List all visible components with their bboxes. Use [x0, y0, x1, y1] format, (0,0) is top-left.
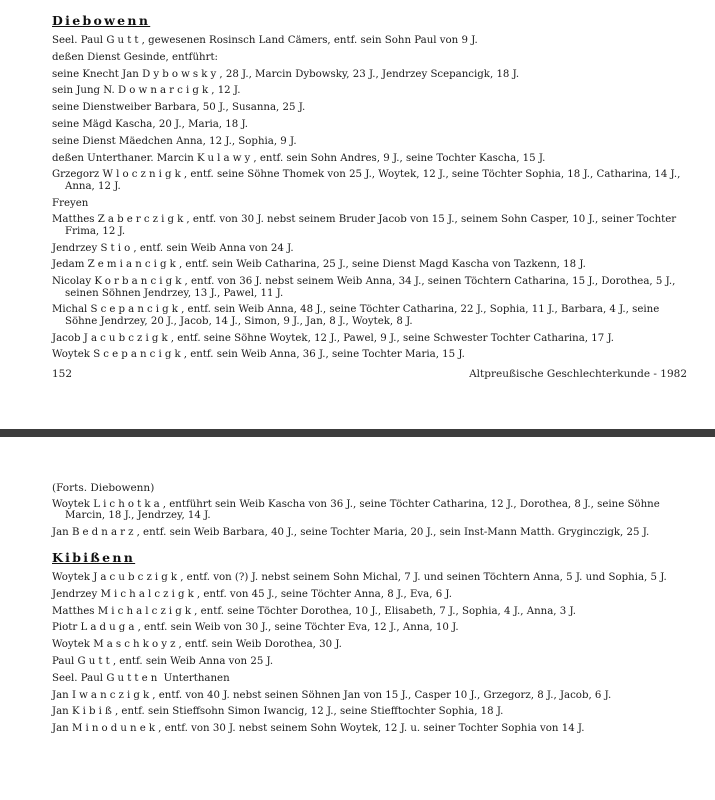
entry-text: , entf. sein Weib Dorothea, 30 J.: [178, 639, 342, 651]
entry-prefix: deßen Unterthaner. Marcin: [52, 152, 198, 164]
register-entry: [52, 656, 691, 667]
entry-prefix: Seel. Paul: [52, 35, 107, 46]
entry-text: , entf. von 45 J., seine Töchter Anna, 8 J., Eva, 6 J.: [196, 588, 452, 600]
surname: Michalczigk: [100, 588, 197, 600]
entry-text: , entf. von (?) J. nebst seinem Sohn Michal, 7 J. und seinen Töchtern Anna, 5 J. und Sophia, 5 J.: [180, 572, 667, 583]
section-heading-diebowenn: Diebowenn: [52, 13, 151, 28]
continuation-note: (Forts. Diebowenn): [52, 482, 155, 494]
register-entry: [52, 606, 691, 617]
entry-text: Unterthanen: [160, 672, 230, 684]
entry-text: , entf. seine Söhne Woytek, 12 J., Pawel, 9 J., seine Schwester Tochter Catharina, 17 J.: [170, 332, 614, 344]
entry-prefix: Woytek: [52, 639, 94, 651]
entry-text: , entf. sein Weib Barbara, 40 J., seine Tochter Maria, 20 J., sein Inst-Mann Matth. Gryginczigk, 25 J.: [136, 527, 650, 539]
entry-text: , entf. von 40 J. nebst seinen Söhnen Jan von 15 J., Casper 10 J., Grzegorz, 8 J., Jacob, 6 J.: [152, 689, 612, 701]
surname: Michalczigk: [97, 605, 195, 617]
entry-text: , gewesenen Rosinsch Land Cämers, entf. sein Sohn Paul von 9 J.: [141, 35, 478, 46]
entry-prefix: seine Dienst Mäedchen Anna, 12 J., Sophia, 9 J.: [52, 135, 297, 147]
entry-prefix: deßen Dienst Gesinde, entführt:: [52, 51, 218, 63]
register-entry: [52, 119, 691, 130]
register-entry: [52, 102, 691, 113]
page-bottom: [0, 478, 715, 740]
surname: Gutten: [106, 672, 161, 684]
register-entry: [52, 52, 691, 63]
page-number: 152: [52, 367, 73, 380]
surname: Kulawy: [197, 152, 254, 164]
surname: Iwanczigk: [71, 689, 153, 701]
entry-text: , 28 J., Marcin Dybowsky, 23 J., Jendrzey Scepancigk, 18 J.: [219, 68, 520, 80]
register-entry: [52, 499, 691, 522]
entry-prefix: Grzegorz: [52, 169, 103, 181]
entry-prefix: Jan: [52, 689, 72, 701]
entry-prefix: Woytek: [52, 572, 94, 583]
entry-prefix: Matthes: [52, 214, 98, 226]
entry-prefix: Jan: [52, 723, 72, 735]
entry-prefix: seine Knecht Jan: [52, 68, 143, 80]
entry-prefix: seine Mägd Kascha, 20 J., Maria, 18 J.: [52, 118, 248, 130]
entry-text: , entf. von 36 J. nebst seinem Weib Anna, 34 J., seinen Töchtern Catharina, 15 J., Dorothea, 5 J., seinen Söhnen Jendrzey, 13 J., Pawel, 11 J.: [65, 276, 676, 299]
surname: Zemiancigk: [87, 259, 179, 271]
surname: Korbancigk: [94, 276, 185, 288]
entry-list-kibissenn: [52, 572, 691, 735]
entry-prefix: sein Jung N.: [52, 85, 119, 97]
entry-text: , entf. seine Söhne Thomek von 25 J., Woytek, 12 J., seine Töchter Sophia, 18 J., Catharina, 14 J., Anna, 12 J.: [65, 169, 681, 192]
register-entry: [52, 673, 691, 684]
entry-prefix: Matthes: [52, 605, 98, 617]
register-entry: [52, 639, 691, 650]
entry-text: , entf. von 30 J. nebst seinem Sohn Woytek, 12 J. u. seiner Tochter Sophia von 14 J.: [158, 723, 585, 735]
register-entry: [52, 69, 691, 80]
entry-prefix: seine Dienstweiber Barbara, 50 J., Susanna, 25 J.: [52, 102, 306, 114]
entry-text: , entf. sein Weib Anna von 25 J.: [112, 655, 274, 667]
register-entry: [52, 723, 691, 734]
register-entry: [52, 35, 691, 46]
entry-text: , entf. sein Weib Anna, 36 J., seine Tochter Maria, 15 J.: [183, 349, 465, 361]
register-entry: [52, 153, 691, 164]
surname: Kibiß: [71, 706, 115, 718]
entry-text: , entf. von 30 J. nebst seinem Bruder Jacob von 15 J., seinem Sohn Casper, 10 J., seiner Tochter Frima, 12 J.: [65, 214, 677, 237]
entry-prefix: Seel. Paul: [52, 672, 107, 684]
register-entry: [52, 349, 691, 360]
register-entry: [52, 304, 691, 327]
register-entry: [52, 706, 691, 717]
register-entry: [52, 276, 691, 299]
entry-text: , entf. seine Töchter Dorothea, 10 J., Elisabeth, 7 J., Sophia, 4 J., Anna, 3 J.: [194, 605, 577, 617]
register-entry: [52, 198, 691, 209]
entry-prefix: Freyen: [52, 197, 89, 209]
surname: Laduga: [80, 622, 138, 634]
surname: Zaberczigk: [97, 214, 187, 226]
entry-text: , entf. sein Stieffsohn Simon Iwancig, 12 J., seine Stiefftochter Sophia, 18 J.: [114, 706, 504, 718]
entry-text: , entf. sein Sohn Andres, 9 J., seine Tochter Kascha, 15 J.: [253, 152, 546, 164]
surname: Gutt: [77, 655, 113, 667]
register-entry: [52, 259, 691, 270]
entry-prefix: Jan: [52, 706, 72, 718]
register-entry: [52, 214, 691, 237]
page-divider: [0, 429, 715, 437]
entry-prefix: Nicolay: [52, 276, 95, 288]
surname: Lichotka: [93, 499, 163, 510]
surname: Jacubczigk: [93, 572, 181, 583]
journal-title: Altpreußische Geschlechterkunde - 1982: [469, 367, 687, 380]
entry-prefix: Jan: [52, 527, 72, 539]
entry-prefix: Michal: [52, 304, 91, 316]
page-top: [0, 10, 715, 380]
entry-text: , entführt sein Weib Kascha von 36 J., seine Töchter Catharina, 12 J., Dorothea, 8 J., seine Söhne Marcin, 18 J., Jendrzey, 14 J.: [65, 499, 660, 522]
entry-list-continued: [52, 499, 691, 539]
entry-prefix: Jacob: [52, 332, 84, 344]
register-entry: [52, 333, 691, 344]
entry-prefix: Piotr: [52, 622, 81, 634]
surname: Maschkoyz: [93, 639, 179, 651]
surname: Bednarz: [71, 527, 137, 539]
register-entry: [52, 136, 691, 147]
register-entry: [52, 85, 691, 96]
register-entry: [52, 622, 691, 633]
surname: Scepancigk: [93, 349, 184, 361]
register-entry: [52, 527, 691, 538]
entry-prefix: Jendrzey: [52, 588, 101, 600]
register-entry: [52, 169, 691, 192]
surname: Stio: [100, 242, 134, 254]
surname: Jacubczigk: [83, 332, 171, 344]
entry-prefix: Jedam: [52, 259, 88, 271]
surname: Minodunek: [71, 723, 159, 735]
entry-prefix: Woytek: [52, 499, 94, 510]
surname: Scepancigk: [90, 304, 182, 316]
entry-prefix: Woytek: [52, 349, 94, 361]
surname: Dybowsky: [142, 68, 220, 80]
register-entry: [52, 690, 691, 701]
entry-text: , entf. sein Weib Anna, 48 J., seine Töchter Catharina, 22 J., Sophia, 11 J., Barbara, 4 J., seine Söhne Jendrzey, 20 J., Jacob, 14 J., Simon, 9 J., Jan, 8 J., Woytek, 8 J.: [65, 304, 660, 327]
entry-prefix: Paul: [52, 655, 78, 667]
surname: Gutt: [106, 35, 142, 46]
register-entry: [52, 572, 691, 583]
surname: Wlocznigk: [102, 169, 184, 181]
entry-text: , entf. sein Weib Anna von 24 J.: [133, 242, 294, 254]
entry-list-top: [52, 35, 691, 361]
section-heading-kibissenn: Kibißenn: [52, 550, 136, 565]
page-footer: [52, 368, 691, 380]
entry-prefix: Jendrzey: [52, 242, 101, 254]
register-entry: [52, 243, 691, 254]
entry-text: , 12 J.: [211, 85, 241, 97]
entry-text: , entf. sein Weib Catharina, 25 J., seine Dienst Magd Kascha von Tazkenn, 18 J.: [178, 259, 586, 271]
surname: Downarcigk: [118, 85, 212, 97]
register-entry: [52, 589, 691, 600]
entry-text: , entf. sein Weib von 30 J., seine Töchter Eva, 12 J., Anna, 10 J.: [137, 622, 459, 634]
